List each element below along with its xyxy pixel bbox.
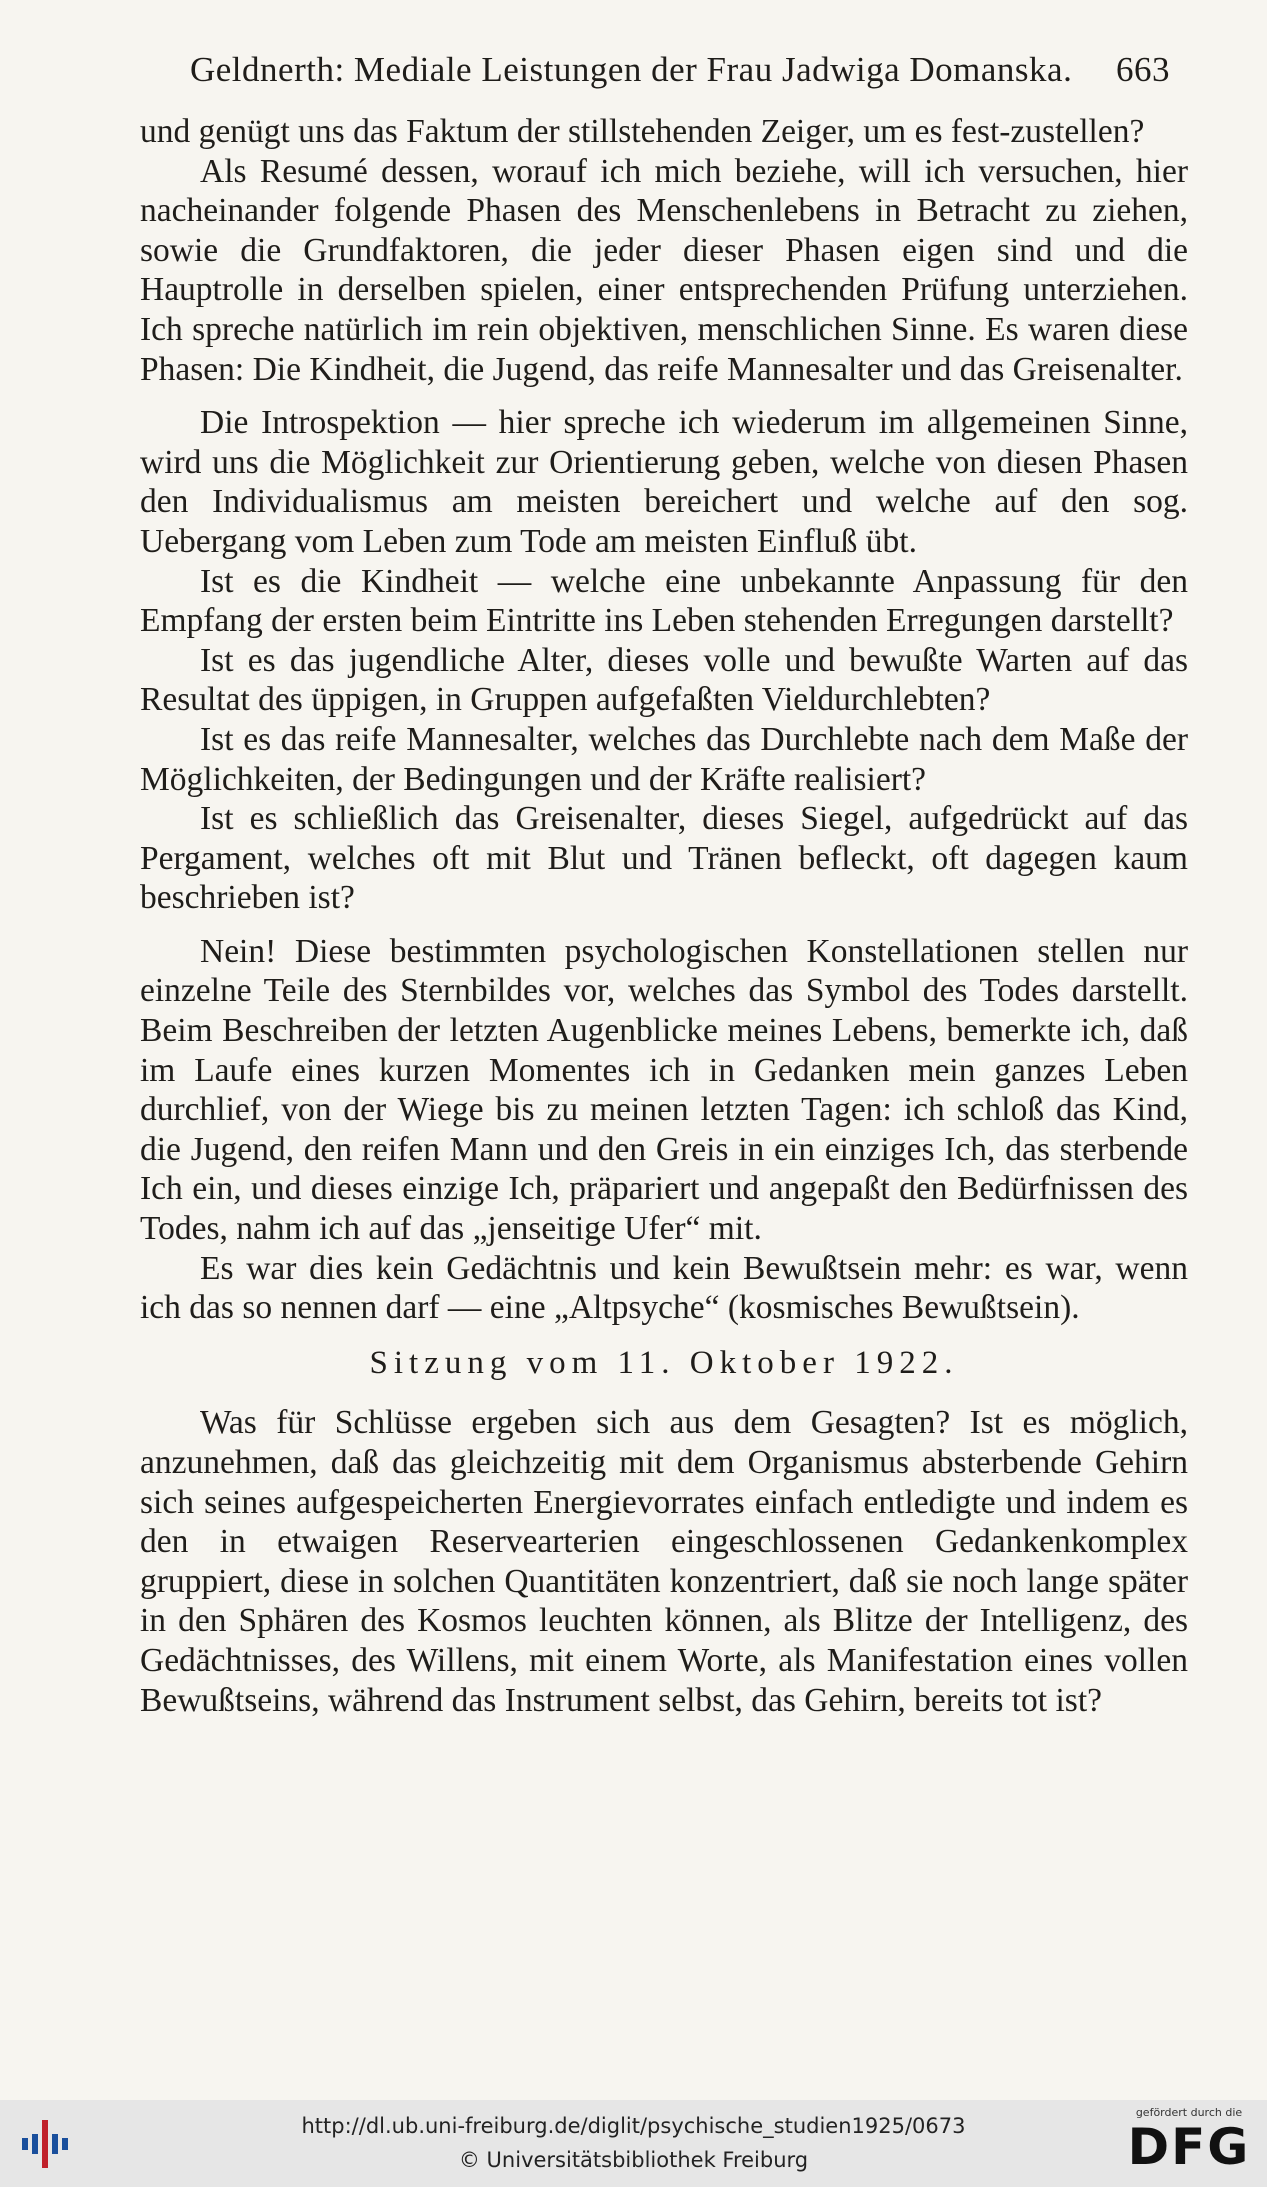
running-header xyxy=(190,50,1170,90)
viewer-footer xyxy=(0,2100,1267,2187)
page-number: 663 xyxy=(1116,50,1170,89)
paragraph: Als Resumé dessen, worauf ich mich beziehe, will ich versuchen, hier nacheinander folgende Phasen des Menschenlebens in Betracht zu ziehen, sowie die Grundfaktoren, die jeder dieser Phasen eigen sind und die Hauptrolle in derselben spielen, einer entsprechenden Prüfung unterziehen. Ich spreche natürlich im rein objektiven, menschlichen Sinne. Es waren diese Phasen: Die Kindheit, die Jugend, das reife Mannesalter und das Greisenalter. xyxy=(140,152,1188,388)
copyright-notice: © Universitätsbibliothek Freiburg xyxy=(458,2148,809,2172)
paragraph: Nein! Diese bestimmten psychologischen Konstellationen stellen nur einzelne Teile des Sternbildes vor, welches das Symbol des Todes darstellt. Beim Beschreiben der letzten Augenblicke meines Lebens, bemerkte ich, daß im Laufe eines kurzen Momentes ich in Gedanken mein ganzes Leben durchlief, von der Wiege bis zu meinen letzten Tagen: ich schloß das Kind, die Jugend, den reifen Mann und den Greis in ein einziges Ich, das sterbende Ich ein, und dieses einzige Ich, präpariert und angepaßt den Bedürfnissen des Todes, nahm ich auf das „jenseitige Ufer“ mit. xyxy=(140,932,1188,1248)
section-heading: Sitzung vom 11. Oktober 1922. xyxy=(369,1344,959,1381)
dfg-logo xyxy=(1121,2106,1257,2182)
paragraph: Ist es das reife Mannesalter, welches das Durchlebte nach dem Maße der Möglichkeiten, der Bedingungen und der Kräfte realisiert? xyxy=(140,720,1188,798)
permalink-url[interactable]: http://dl.ub.uni-freiburg.de/diglit/psychische_studien1925/0673 xyxy=(301,2114,966,2138)
sponsor-caption: gefördert durch die xyxy=(1135,2106,1243,2119)
paragraph: und genügt uns das Faktum der stillstehenden Zeiger, um es fest-zustellen? xyxy=(140,113,1145,150)
paragraph: Die Introspektion — hier spreche ich wiederum im allgemeinen Sinne, wird uns die Möglichkeit zur Orientierung geben, welche von diesen Phasen den Individualismus am meisten bereichert und welche auf den sog. Uebergang vom Leben zum Tode am meisten Einfluß übt. xyxy=(140,404,1188,560)
paragraph: Ist es das jugendliche Alter, dieses volle und bewußte Warten auf das Resultat des üppigen, in Gruppen aufgefaßten Vieldurchlebten? xyxy=(140,641,1188,719)
dfg-logo-text: DFG xyxy=(1127,2118,1251,2176)
paragraph: Ist es schließlich das Greisenalter, dieses Siegel, aufgedrückt auf das Pergament, welches oft mit Blut und Tränen befleckt, oft dagegen kaum beschrieben ist? xyxy=(140,800,1188,917)
page-body xyxy=(140,112,1188,1720)
paragraph: Ist es die Kindheit — welche eine unbekannte Anpassung für den Empfang der ersten beim Eintritte ins Leben stehenden Erregungen darstellt? xyxy=(140,562,1188,640)
paragraph: Was für Schlüsse ergeben sich aus dem Gesagten? Ist es möglich, anzunehmen, daß das gleichzeitig mit dem Organismus absterbende Gehirn sich seines aufgespeicherten Energievorrates einfach entledigte und indem es den in etwaigen Reservearterien eingeschlossenen Gedankenkomplex gruppiert, diese in solchen Quantitäten konzentriert, daß sie noch lange später in den Sphären des Kosmos leuchten können, als Blitze der Intelligenz, des Gedächtnisses, des Willens, mit einem Worte, als Manifestation eines vollen Bewußtseins, während das Instrument selbst, das Gehirn, bereits tot ist? xyxy=(140,1404,1188,1719)
running-title: Geldnerth: Mediale Leistungen der Frau Jadwiga Domanska. xyxy=(190,50,1073,89)
paragraph: Es war dies kein Gedächtnis und kein Bewußtsein mehr: es war, wenn ich das so nennen darf — eine „Altpsyche“ (kosmisches Bewußtsein). xyxy=(140,1249,1188,1327)
